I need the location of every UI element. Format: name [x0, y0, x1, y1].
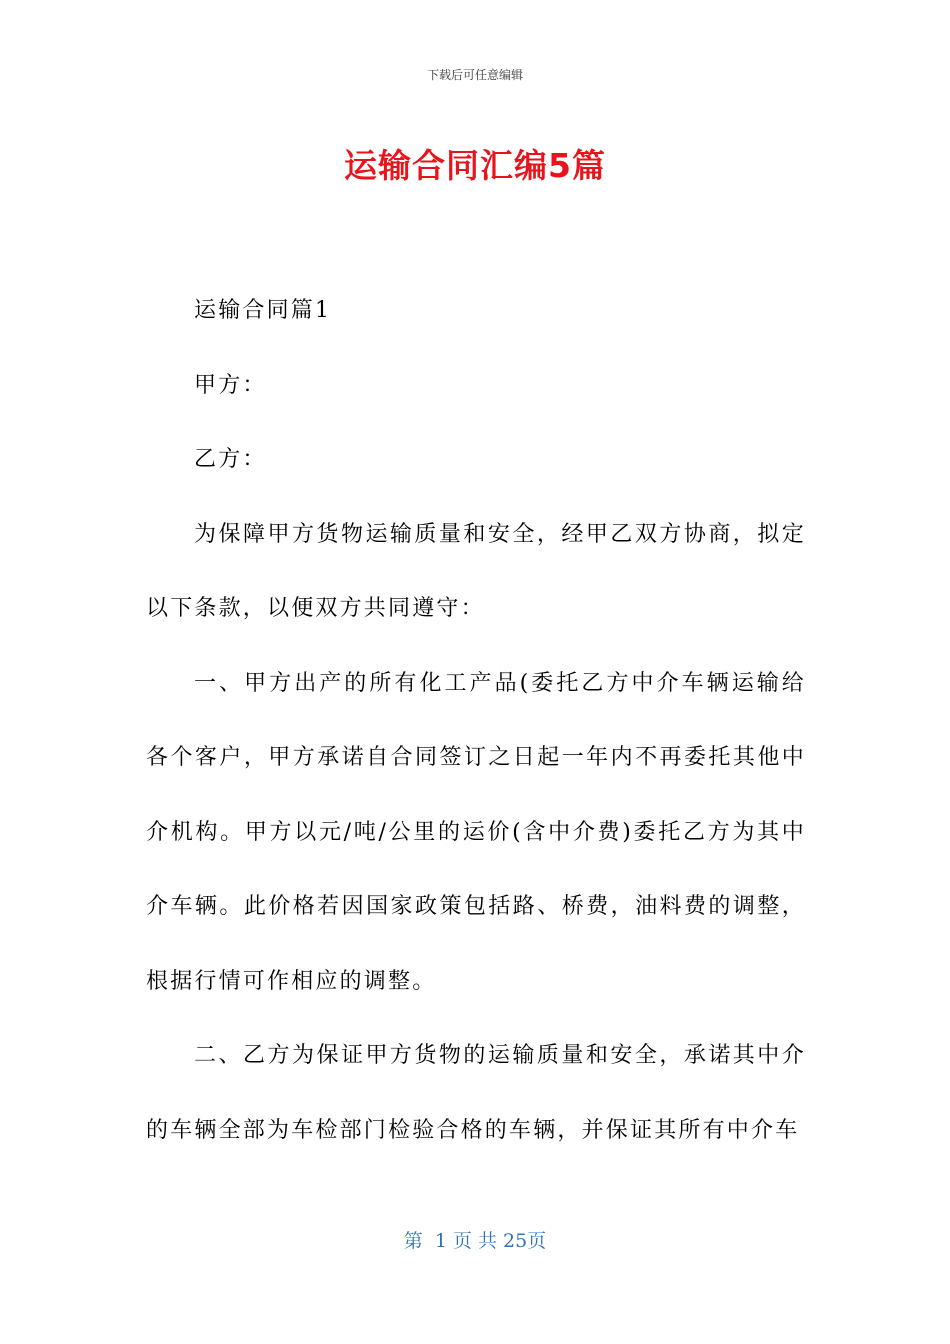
clause-one-paragraph: 一、甲方出产的所有化工产品(委托乙方中介车辆运输给各个客户，甲方承诺自合同签订之日起一年内不再委托其他中介机构。甲方以元/吨/公里的运价(含中介费)委托乙方为其中介车辆。此价格若因国家政策包括路、桥费，油料费的调整，根据行情可作相应的调整。 [146, 670, 806, 994]
header-note: 下载后可任意编辑 [426, 68, 523, 82]
document-title: 运输合同汇编5篇 [344, 146, 606, 185]
page-number-footer: 第 1 页 共 25页 [403, 1230, 547, 1252]
section-heading: 运输合同篇1 [194, 298, 332, 323]
document-body [146, 274, 806, 1168]
party-b-line: 乙方： [194, 447, 267, 472]
party-a-line: 甲方： [194, 372, 267, 398]
clause-two-paragraph: 二、乙方为保证甲方货物的运输质量和安全，承诺其中介的车辆全部为车检部门检验合格的车辆，并保证其所有中介车 [146, 1043, 806, 1143]
preamble-paragraph: 为保障甲方货物运输质量和安全，经甲乙双方协商，拟定以下条款，以便双方共同遵守： [146, 521, 806, 621]
